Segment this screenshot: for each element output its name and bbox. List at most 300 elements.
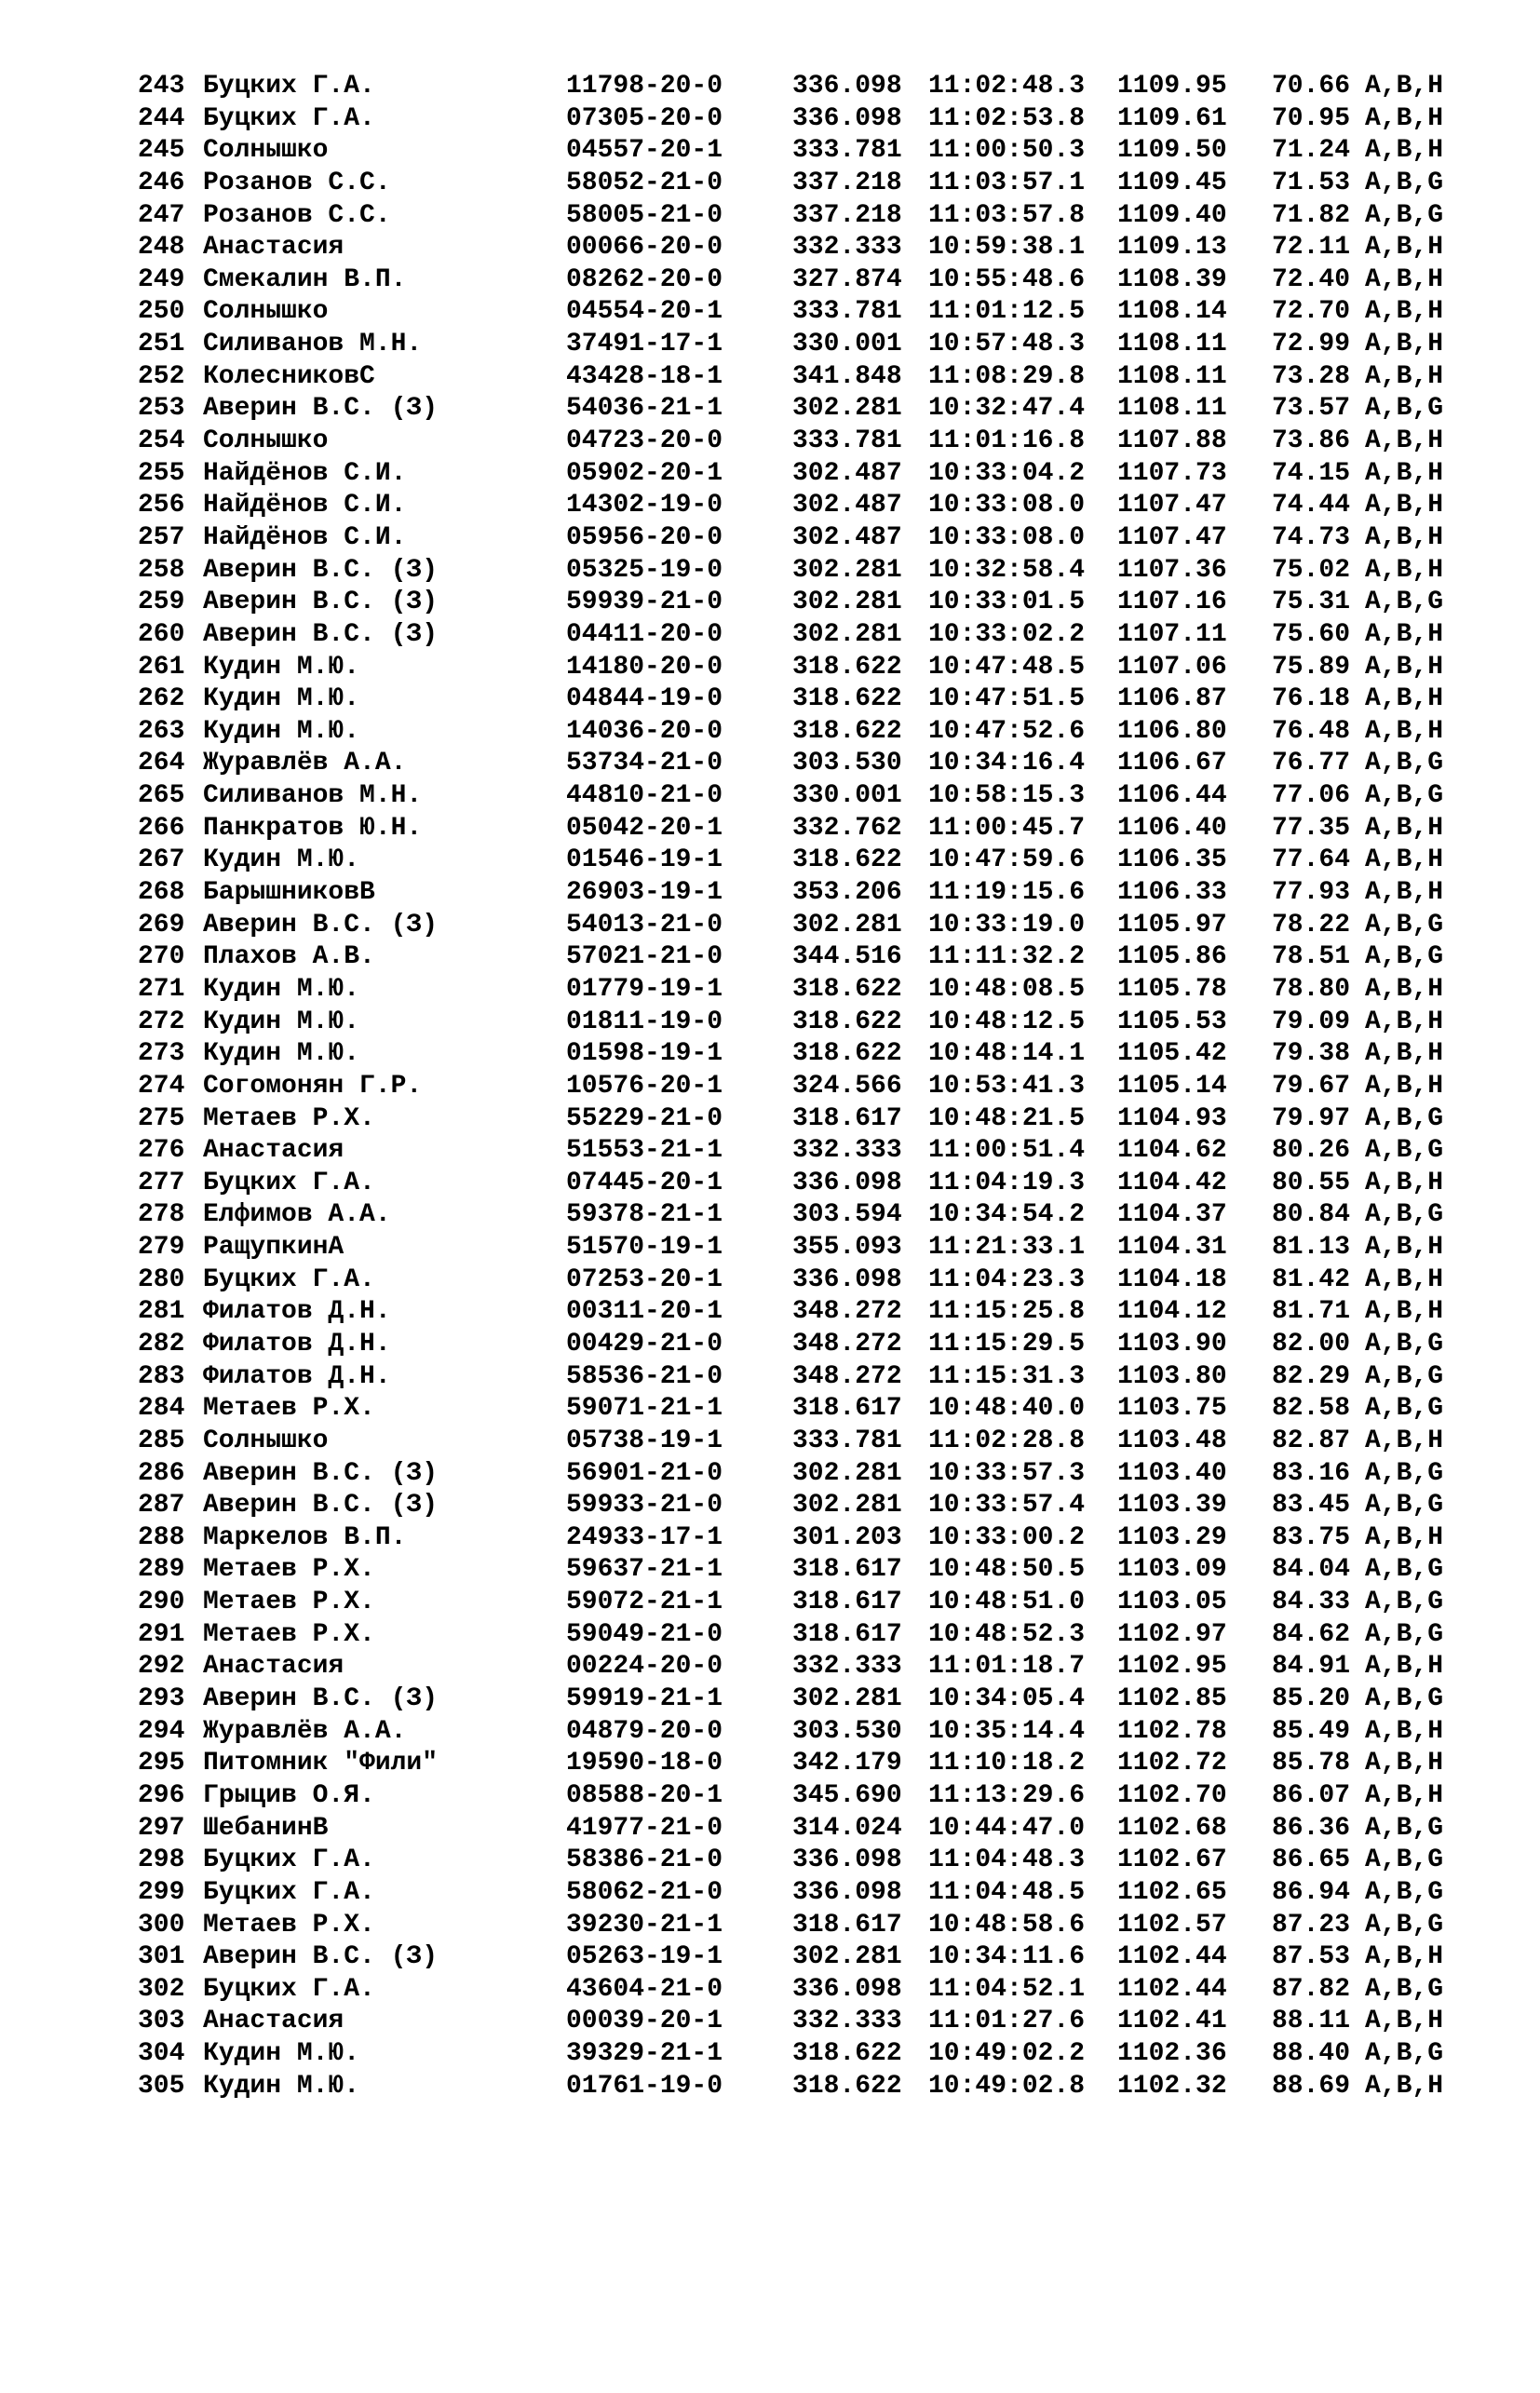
category-flags: A,B,H <box>1365 2071 1444 2101</box>
speed: 1105.14 <box>1117 1071 1227 1101</box>
distance-km: 318.622 <box>792 716 902 746</box>
table-row <box>138 458 1444 491</box>
place-number: 261 <box>138 652 185 682</box>
distance-km: 333.781 <box>792 297 902 327</box>
owner-name: Панкратов Ю.Н. <box>203 813 423 843</box>
speed: 1103.09 <box>1117 1555 1227 1585</box>
coefficient: 70.95 <box>1272 103 1351 133</box>
table-row <box>138 974 1444 1007</box>
category-flags: A,B,G <box>1365 1684 1444 1714</box>
owner-name: Анастасия <box>203 2007 344 2036</box>
place-number: 259 <box>138 588 185 617</box>
speed: 1108.14 <box>1117 297 1227 327</box>
ring-number: 58386-21-0 <box>566 1845 723 1875</box>
place-number: 264 <box>138 749 185 778</box>
category-flags: A,B,H <box>1365 974 1444 1004</box>
distance-km: 333.781 <box>792 426 902 456</box>
distance-km: 353.206 <box>792 878 902 908</box>
ring-number: 05263-19-1 <box>566 1942 723 1972</box>
ring-number: 58052-21-0 <box>566 168 723 197</box>
ring-number: 01779-19-1 <box>566 974 723 1004</box>
distance-km: 337.218 <box>792 168 902 197</box>
ring-number: 53734-21-0 <box>566 749 723 778</box>
speed: 1107.16 <box>1117 588 1227 617</box>
coefficient: 73.86 <box>1272 426 1351 456</box>
distance-km: 318.622 <box>792 974 902 1004</box>
distance-km: 318.617 <box>792 1910 902 1940</box>
category-flags: A,B,G <box>1365 1910 1444 1940</box>
place-number: 273 <box>138 1039 185 1069</box>
coefficient: 72.40 <box>1272 264 1351 294</box>
coefficient: 84.04 <box>1272 1555 1351 1585</box>
category-flags: A,B,H <box>1365 1749 1444 1778</box>
speed: 1106.67 <box>1117 749 1227 778</box>
ring-number: 01598-19-1 <box>566 1039 723 1069</box>
category-flags: A,B,H <box>1365 1942 1444 1972</box>
arrival-time: 10:48:51.0 <box>928 1588 1086 1617</box>
speed: 1103.90 <box>1117 1329 1227 1359</box>
category-flags: A,B,H <box>1365 426 1444 456</box>
speed: 1109.40 <box>1117 200 1227 230</box>
table-row <box>138 1103 1444 1136</box>
ring-number: 59378-21-1 <box>566 1200 723 1230</box>
category-flags: A,B,H <box>1365 1426 1444 1455</box>
category-flags: A,B,H <box>1365 684 1444 714</box>
owner-name: Аверин В.С. (З) <box>203 1684 439 1714</box>
owner-name: Анастасия <box>203 1136 344 1166</box>
owner-name: Филатов Д.Н. <box>203 1361 391 1391</box>
ring-number: 05042-20-1 <box>566 813 723 843</box>
place-number: 296 <box>138 1780 185 1810</box>
coefficient: 88.69 <box>1272 2071 1351 2101</box>
owner-name: Елфимов А.А. <box>203 1200 391 1230</box>
ring-number: 59933-21-0 <box>566 1491 723 1521</box>
category-flags: A,B,H <box>1365 458 1444 488</box>
ring-number: 55229-21-0 <box>566 1103 723 1133</box>
coefficient: 75.60 <box>1272 619 1351 649</box>
table-row <box>138 1877 1444 1910</box>
table-row <box>138 1587 1444 1619</box>
owner-name: БарышниковВ <box>203 878 375 908</box>
category-flags: A,B,G <box>1365 1103 1444 1133</box>
owner-name: Метаев Р.Х. <box>203 1555 375 1585</box>
distance-km: 348.272 <box>792 1329 902 1359</box>
coefficient: 73.57 <box>1272 394 1351 424</box>
table-row <box>138 1232 1444 1264</box>
arrival-time: 11:00:45.7 <box>928 813 1086 843</box>
speed: 1109.45 <box>1117 168 1227 197</box>
category-flags: A,B,G <box>1365 1619 1444 1649</box>
category-flags: A,B,H <box>1365 555 1444 585</box>
ring-number: 05956-20-0 <box>566 522 723 552</box>
speed: 1102.70 <box>1117 1780 1227 1810</box>
distance-km: 336.098 <box>792 1845 902 1875</box>
place-number: 266 <box>138 813 185 843</box>
place-number: 279 <box>138 1233 185 1263</box>
distance-km: 318.622 <box>792 845 902 875</box>
distance-km: 303.530 <box>792 749 902 778</box>
category-flags: A,B,G <box>1365 588 1444 617</box>
coefficient: 86.94 <box>1272 1877 1351 1907</box>
arrival-time: 11:15:31.3 <box>928 1361 1086 1391</box>
arrival-time: 11:02:28.8 <box>928 1426 1086 1455</box>
ring-number: 54036-21-1 <box>566 394 723 424</box>
owner-name: Буцких Г.А. <box>203 72 375 101</box>
arrival-time: 11:04:48.5 <box>928 1877 1086 1907</box>
ring-number: 04557-20-1 <box>566 136 723 166</box>
coefficient: 71.82 <box>1272 200 1351 230</box>
coefficient: 70.66 <box>1272 72 1351 101</box>
table-row <box>138 1458 1444 1491</box>
speed: 1107.88 <box>1117 426 1227 456</box>
ring-number: 14180-20-0 <box>566 652 723 682</box>
table-row <box>138 748 1444 780</box>
table-row <box>138 1813 1444 1845</box>
owner-name: Силиванов М.Н. <box>203 330 423 359</box>
coefficient: 82.58 <box>1272 1394 1351 1424</box>
distance-km: 302.281 <box>792 1458 902 1488</box>
place-number: 260 <box>138 619 185 649</box>
coefficient: 75.89 <box>1272 652 1351 682</box>
table-row <box>138 652 1444 684</box>
category-flags: A,B,G <box>1365 781 1444 811</box>
coefficient: 79.38 <box>1272 1039 1351 1069</box>
owner-name: ШебанинВ <box>203 1813 329 1843</box>
place-number: 258 <box>138 555 185 585</box>
distance-km: 336.098 <box>792 1974 902 2004</box>
arrival-time: 10:57:48.3 <box>928 330 1086 359</box>
speed: 1102.67 <box>1117 1845 1227 1875</box>
owner-name: Журавлёв А.А. <box>203 1716 407 1746</box>
owner-name: Аверин В.С. (З) <box>203 1942 439 1972</box>
ring-number: 00039-20-1 <box>566 2007 723 2036</box>
category-flags: A,B,H <box>1365 1233 1444 1263</box>
table-row <box>138 1361 1444 1394</box>
owner-name: Метаев Р.Х. <box>203 1394 375 1424</box>
arrival-time: 10:48:58.6 <box>928 1910 1086 1940</box>
ring-number: 05325-19-0 <box>566 555 723 585</box>
distance-km: 336.098 <box>792 1877 902 1907</box>
coefficient: 79.09 <box>1272 1007 1351 1036</box>
place-number: 278 <box>138 1200 185 1230</box>
distance-km: 330.001 <box>792 781 902 811</box>
arrival-time: 11:04:52.1 <box>928 1974 1086 2004</box>
arrival-time: 11:04:19.3 <box>928 1168 1086 1197</box>
category-flags: A,B,G <box>1365 1555 1444 1585</box>
arrival-time: 10:32:58.4 <box>928 555 1086 585</box>
table-row <box>138 910 1444 942</box>
distance-km: 332.762 <box>792 813 902 843</box>
distance-km: 318.622 <box>792 2071 902 2101</box>
category-flags: A,B,G <box>1365 394 1444 424</box>
owner-name: Аверин В.С. (З) <box>203 1491 439 1521</box>
ring-number: 04879-20-0 <box>566 1716 723 1746</box>
speed: 1108.11 <box>1117 394 1227 424</box>
ring-number: 41977-21-0 <box>566 1813 723 1843</box>
arrival-time: 11:08:29.8 <box>928 361 1086 391</box>
speed: 1105.78 <box>1117 974 1227 1004</box>
place-number: 292 <box>138 1652 185 1682</box>
arrival-time: 10:33:04.2 <box>928 458 1086 488</box>
table-row <box>138 71 1444 103</box>
coefficient: 78.51 <box>1272 942 1351 972</box>
place-number: 252 <box>138 361 185 391</box>
category-flags: A,B,G <box>1365 168 1444 197</box>
table-row <box>138 1910 1444 1942</box>
coefficient: 86.65 <box>1272 1845 1351 1875</box>
ring-number: 04723-20-0 <box>566 426 723 456</box>
coefficient: 87.53 <box>1272 1942 1351 1972</box>
table-row <box>138 103 1444 136</box>
speed: 1103.80 <box>1117 1361 1227 1391</box>
distance-km: 303.594 <box>792 1200 902 1230</box>
coefficient: 77.64 <box>1272 845 1351 875</box>
arrival-time: 10:47:59.6 <box>928 845 1086 875</box>
coefficient: 78.22 <box>1272 910 1351 940</box>
distance-km: 333.781 <box>792 1426 902 1455</box>
arrival-time: 10:48:12.5 <box>928 1007 1086 1036</box>
arrival-time: 11:01:18.7 <box>928 1652 1086 1682</box>
owner-name: Кудин М.Ю. <box>203 845 360 875</box>
coefficient: 83.16 <box>1272 1458 1351 1488</box>
category-flags: A,B,G <box>1365 910 1444 940</box>
owner-name: Филатов Д.Н. <box>203 1329 391 1359</box>
category-flags: A,B,H <box>1365 1071 1444 1101</box>
ring-number: 39329-21-1 <box>566 2039 723 2069</box>
distance-km: 302.487 <box>792 458 902 488</box>
speed: 1103.39 <box>1117 1491 1227 1521</box>
category-flags: A,B,G <box>1365 1588 1444 1617</box>
arrival-time: 11:15:29.5 <box>928 1329 1086 1359</box>
distance-km: 318.622 <box>792 1007 902 1036</box>
category-flags: A,B,G <box>1365 200 1444 230</box>
owner-name: Аверин В.С. (З) <box>203 394 439 424</box>
distance-km: 342.179 <box>792 1749 902 1778</box>
place-number: 275 <box>138 1103 185 1133</box>
ring-number: 19590-18-0 <box>566 1749 723 1778</box>
category-flags: A,B,H <box>1365 1652 1444 1682</box>
ring-number: 07305-20-0 <box>566 103 723 133</box>
table-row <box>138 2071 1444 2103</box>
ring-number: 24933-17-1 <box>566 1522 723 1552</box>
category-flags: A,B,H <box>1365 136 1444 166</box>
coefficient: 81.42 <box>1272 1264 1351 1294</box>
ring-number: 43428-18-1 <box>566 361 723 391</box>
place-number: 257 <box>138 522 185 552</box>
distance-km: 336.098 <box>792 1168 902 1197</box>
owner-name: Найдёнов С.И. <box>203 458 407 488</box>
ring-number: 59049-21-0 <box>566 1619 723 1649</box>
category-flags: A,B,H <box>1365 361 1444 391</box>
ring-number: 10576-20-1 <box>566 1071 723 1101</box>
table-row <box>138 1199 1444 1232</box>
place-number: 285 <box>138 1426 185 1455</box>
table-row <box>138 1619 1444 1652</box>
arrival-time: 11:04:23.3 <box>928 1264 1086 1294</box>
owner-name: Найдёнов С.И. <box>203 522 407 552</box>
owner-name: РащупкинА <box>203 1233 344 1263</box>
arrival-time: 10:48:50.5 <box>928 1555 1086 1585</box>
arrival-time: 10:48:14.1 <box>928 1039 1086 1069</box>
ring-number: 04844-19-0 <box>566 684 723 714</box>
arrival-time: 10:35:14.4 <box>928 1716 1086 1746</box>
category-flags: A,B,H <box>1365 264 1444 294</box>
place-number: 288 <box>138 1522 185 1552</box>
ring-number: 58062-21-0 <box>566 1877 723 1907</box>
speed: 1106.80 <box>1117 716 1227 746</box>
table-row <box>138 1522 1444 1555</box>
speed: 1103.75 <box>1117 1394 1227 1424</box>
table-row <box>138 232 1444 264</box>
coefficient: 86.36 <box>1272 1813 1351 1843</box>
coefficient: 77.06 <box>1272 781 1351 811</box>
coefficient: 80.26 <box>1272 1136 1351 1166</box>
arrival-time: 10:34:11.6 <box>928 1942 1086 1972</box>
distance-km: 318.622 <box>792 684 902 714</box>
category-flags: A,B,H <box>1365 813 1444 843</box>
owner-name: Буцких Г.А. <box>203 1168 375 1197</box>
table-row <box>138 1264 1444 1297</box>
coefficient: 85.49 <box>1272 1716 1351 1746</box>
arrival-time: 11:10:18.2 <box>928 1749 1086 1778</box>
table-row <box>138 2006 1444 2038</box>
coefficient: 75.02 <box>1272 555 1351 585</box>
coefficient: 80.55 <box>1272 1168 1351 1197</box>
coefficient: 81.13 <box>1272 1233 1351 1263</box>
distance-km: 302.281 <box>792 1942 902 1972</box>
speed: 1107.73 <box>1117 458 1227 488</box>
coefficient: 87.82 <box>1272 1974 1351 2004</box>
speed: 1102.36 <box>1117 2039 1227 2069</box>
arrival-time: 10:33:02.2 <box>928 619 1086 649</box>
owner-name: Аверин В.С. (З) <box>203 1458 439 1488</box>
category-flags: A,B,G <box>1365 1845 1444 1875</box>
table-row <box>138 168 1444 200</box>
category-flags: A,B,G <box>1365 1813 1444 1843</box>
owner-name: Кудин М.Ю. <box>203 974 360 1004</box>
coefficient: 77.93 <box>1272 878 1351 908</box>
category-flags: A,B,H <box>1365 845 1444 875</box>
table-row <box>138 200 1444 233</box>
place-number: 297 <box>138 1813 185 1843</box>
category-flags: A,B,H <box>1365 72 1444 101</box>
table-row <box>138 490 1444 522</box>
table-row <box>138 619 1444 652</box>
speed: 1109.95 <box>1117 72 1227 101</box>
place-number: 274 <box>138 1071 185 1101</box>
category-flags: A,B,G <box>1365 2039 1444 2069</box>
category-flags: A,B,G <box>1365 1877 1444 1907</box>
arrival-time: 10:48:08.5 <box>928 974 1086 1004</box>
coefficient: 84.62 <box>1272 1619 1351 1649</box>
speed: 1102.44 <box>1117 1974 1227 2004</box>
owner-name: Солнышко <box>203 426 329 456</box>
ring-number: 14302-19-0 <box>566 491 723 521</box>
coefficient: 71.53 <box>1272 168 1351 197</box>
owner-name: Питомник "Фили" <box>203 1749 439 1778</box>
owner-name: Метаев Р.Х. <box>203 1619 375 1649</box>
table-row <box>138 1426 1444 1458</box>
coefficient: 85.78 <box>1272 1749 1351 1778</box>
arrival-time: 11:13:29.6 <box>928 1780 1086 1810</box>
table-row <box>138 1135 1444 1168</box>
category-flags: A,B,G <box>1365 1491 1444 1521</box>
speed: 1108.11 <box>1117 361 1227 391</box>
ring-number: 56901-21-0 <box>566 1458 723 1488</box>
arrival-time: 10:59:38.1 <box>928 233 1086 263</box>
table-row <box>138 1393 1444 1426</box>
arrival-time: 10:55:48.6 <box>928 264 1086 294</box>
arrival-time: 10:33:57.4 <box>928 1491 1086 1521</box>
coefficient: 82.29 <box>1272 1361 1351 1391</box>
distance-km: 302.281 <box>792 1684 902 1714</box>
place-number: 283 <box>138 1361 185 1391</box>
place-number: 280 <box>138 1264 185 1294</box>
arrival-time: 11:02:53.8 <box>928 103 1086 133</box>
arrival-time: 10:48:40.0 <box>928 1394 1086 1424</box>
category-flags: A,B,H <box>1365 1168 1444 1197</box>
category-flags: A,B,H <box>1365 619 1444 649</box>
place-number: 244 <box>138 103 185 133</box>
owner-name: Солнышко <box>203 297 329 327</box>
owner-name: Розанов С.С. <box>203 168 391 197</box>
distance-km: 355.093 <box>792 1233 902 1263</box>
arrival-time: 10:47:52.6 <box>928 716 1086 746</box>
category-flags: A,B,G <box>1365 942 1444 972</box>
place-number: 268 <box>138 878 185 908</box>
arrival-time: 10:33:01.5 <box>928 588 1086 617</box>
category-flags: A,B,H <box>1365 522 1444 552</box>
speed: 1104.37 <box>1117 1200 1227 1230</box>
distance-km: 302.281 <box>792 619 902 649</box>
distance-km: 332.333 <box>792 2007 902 2036</box>
ring-number: 51570-19-1 <box>566 1233 723 1263</box>
distance-km: 324.566 <box>792 1071 902 1101</box>
place-number: 265 <box>138 781 185 811</box>
table-row <box>138 845 1444 877</box>
distance-km: 318.622 <box>792 1039 902 1069</box>
distance-km: 303.530 <box>792 1716 902 1746</box>
table-row <box>138 1490 1444 1522</box>
ring-number: 05738-19-1 <box>566 1426 723 1455</box>
arrival-time: 10:33:08.0 <box>928 522 1086 552</box>
place-number: 250 <box>138 297 185 327</box>
arrival-time: 10:48:21.5 <box>928 1103 1086 1133</box>
distance-km: 318.622 <box>792 2039 902 2069</box>
owner-name: Смекалин В.П. <box>203 264 407 294</box>
place-number: 256 <box>138 491 185 521</box>
category-flags: A,B,H <box>1365 1039 1444 1069</box>
coefficient: 75.31 <box>1272 588 1351 617</box>
distance-km: 341.848 <box>792 361 902 391</box>
arrival-time: 10:33:19.0 <box>928 910 1086 940</box>
speed: 1104.12 <box>1117 1297 1227 1327</box>
category-flags: A,B,G <box>1365 1136 1444 1166</box>
owner-name: Кудин М.Ю. <box>203 2039 360 2069</box>
category-flags: A,B,H <box>1365 1780 1444 1810</box>
owner-name: Силиванов М.Н. <box>203 781 423 811</box>
table-row <box>138 1780 1444 1813</box>
table-row <box>138 587 1444 619</box>
distance-km: 332.333 <box>792 1136 902 1166</box>
place-number: 298 <box>138 1845 185 1875</box>
place-number: 269 <box>138 910 185 940</box>
category-flags: A,B,H <box>1365 103 1444 133</box>
ring-number: 07445-20-1 <box>566 1168 723 1197</box>
owner-name: Аверин В.С. (З) <box>203 588 439 617</box>
place-number: 282 <box>138 1329 185 1359</box>
owner-name: Солнышко <box>203 136 329 166</box>
